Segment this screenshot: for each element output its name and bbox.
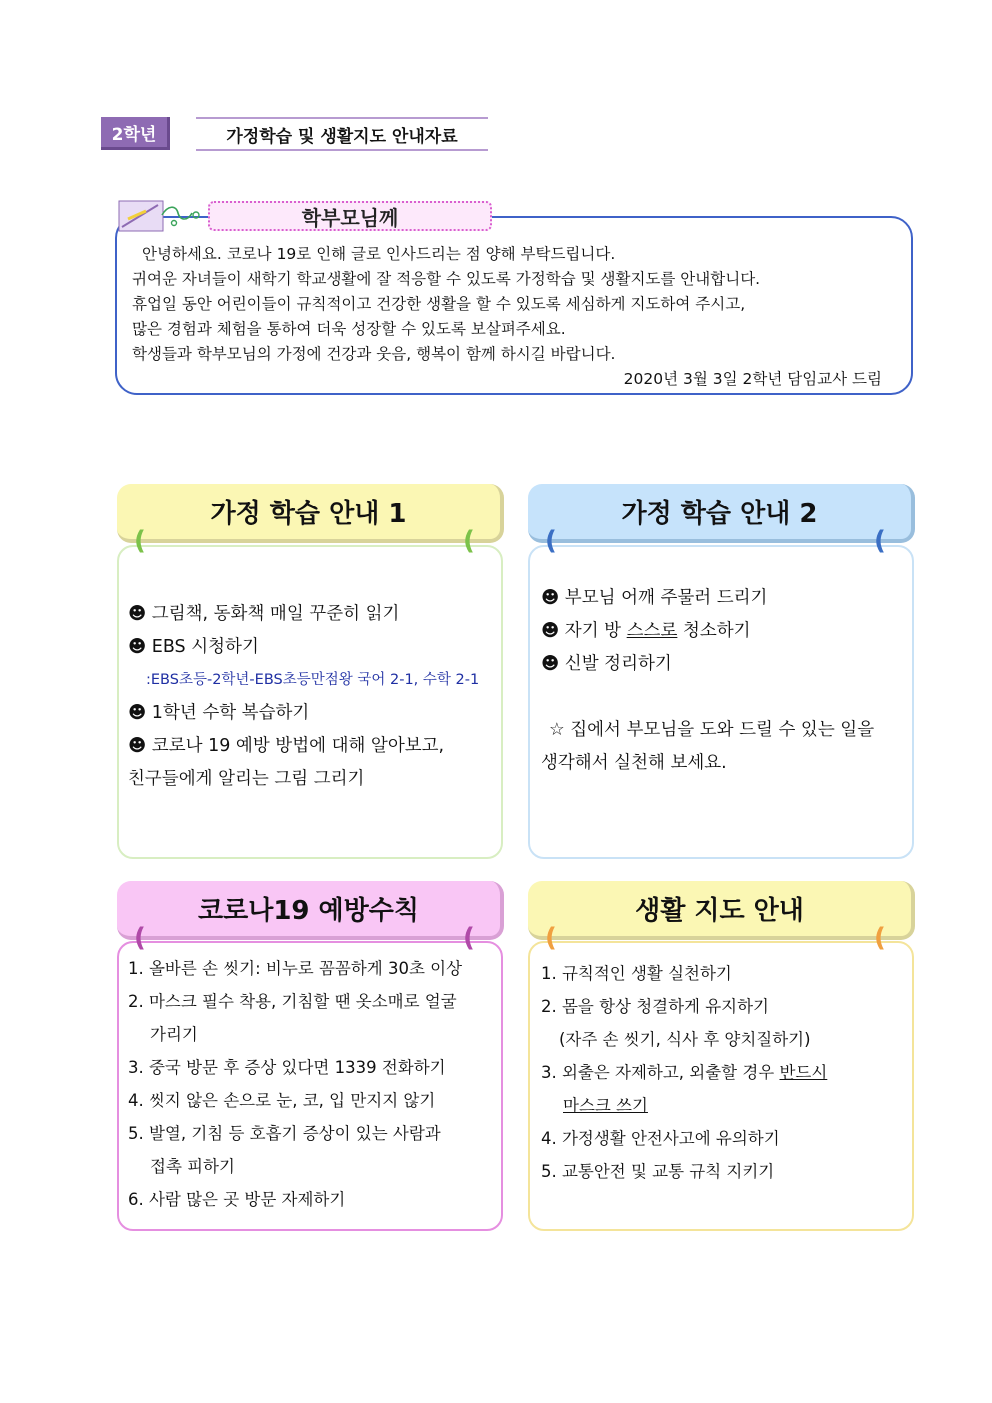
list-item	[541, 615, 874, 648]
list-item-text: ☻ 자기 방	[541, 621, 627, 641]
list-item: ☻ 신발 정리하기	[541, 654, 672, 674]
letter-line: 안녕하세요. 코로나 19로 인해 글로 인사드리는 점 양해 부탁드립니다.	[142, 245, 616, 263]
ring-icon: (	[545, 923, 557, 953]
pencil-note-icon	[118, 199, 202, 233]
ebs-course-note: :EBS초등-2학년-EBS초등만점왕 국어 2-1, 수학 2-1	[146, 672, 480, 688]
list-item-continued	[541, 1089, 827, 1122]
letter-line: 많은 경험과 체험을 통하여 더욱 성장할 수 있도록 보살펴주세요.	[132, 320, 566, 338]
corona-prevention-title: 코로나19 예방수칙	[117, 881, 504, 940]
tip-line: ☆ 집에서 부모님을 도와 드릴 수 있는 일을	[549, 720, 875, 740]
list-item: 친구들에게 알리는 그림 그리기	[128, 769, 365, 789]
list-item: 6. 사람 많은 곳 방문 자제하기	[128, 1190, 346, 1209]
letter-line: 학생들과 학부모님의 가정에 건강과 웃음, 행복이 함께 하시길 바랍니다.	[132, 345, 616, 363]
underlined-word: 스스로	[626, 621, 678, 641]
ring-icon: (	[134, 923, 146, 953]
list-item: 3. 중국 방문 후 증상 있다면 1339 전화하기	[128, 1058, 446, 1077]
list-item-continued: 가리기	[150, 1025, 198, 1044]
spacer	[541, 681, 874, 714]
underlined-phrase: 마스크 쓰기	[563, 1096, 648, 1115]
tip-line: 생각해서 실천해 보세요.	[541, 753, 727, 773]
letter-heading: 학부모님께	[208, 201, 492, 231]
list-item: ☻ EBS 시청하기	[128, 637, 259, 657]
corona-prevention-list	[128, 952, 462, 1216]
list-item: 5. 발열, 기침 등 호흡기 증상이 있는 사람과	[128, 1124, 441, 1143]
home-study-2-title: 가정 학습 안내 2	[528, 484, 915, 543]
letter-signature: 2020년 3월 3일 2학년 담임교사 드림	[623, 370, 882, 388]
life-guidance-title: 생활 지도 안내	[528, 881, 915, 940]
ring-icon: (	[545, 526, 557, 556]
list-item: ☻ 부모님 어깨 주물러 드리기	[541, 588, 768, 608]
underlined-word: 반드시	[779, 1063, 828, 1082]
list-item-text: 3. 외출은 자제하고, 외출할 경우	[541, 1063, 780, 1082]
ring-icon: (	[463, 526, 475, 556]
home-study-1-list	[128, 598, 479, 796]
list-item-continued: (자주 손 씻기, 식사 후 양치질하기)	[559, 1030, 811, 1049]
list-item: ☻ 그림책, 동화책 매일 꾸준히 읽기	[128, 604, 400, 624]
list-item: 4. 씻지 않은 손으로 눈, 코, 입 만지지 않기	[128, 1091, 436, 1110]
list-item: 2. 몸을 항상 청결하게 유지하기	[541, 997, 769, 1016]
life-guidance-list	[541, 957, 827, 1188]
letter-line: 휴업일 동안 어린이들이 규칙적이고 건강한 생활을 할 수 있도록 세심하게 지도하여 주시고,	[132, 295, 746, 313]
ring-icon: (	[874, 526, 886, 556]
ring-icon: (	[134, 526, 146, 556]
list-item: ☻ 1학년 수학 복습하기	[128, 703, 310, 723]
grade-badge: 2학년	[101, 117, 170, 150]
list-item: 1. 올바른 손 씻기: 비누로 꼼꼼하게 30초 이상	[128, 959, 463, 978]
list-item	[541, 1056, 827, 1089]
list-item-continued: 접촉 피하기	[150, 1157, 235, 1176]
list-item: 4. 가정생활 안전사고에 유의하기	[541, 1129, 780, 1148]
list-item: ☻ 코로나 19 예방 방법에 대해 알아보고,	[128, 736, 445, 756]
letter-body	[132, 242, 892, 392]
list-item: 2. 마스크 필수 착용, 기침할 땐 옷소매로 얼굴	[128, 992, 457, 1011]
home-study-2-list	[541, 582, 874, 780]
document-title: 가정학습 및 생활지도 안내자료	[196, 117, 488, 151]
list-item: 5. 교통안전 및 교통 규칙 지키기	[541, 1162, 775, 1181]
list-item-text: 청소하기	[677, 621, 751, 641]
list-item: 1. 규칙적인 생활 실천하기	[541, 964, 732, 983]
letter-line: 귀여운 자녀들이 새학기 학교생활에 잘 적응할 수 있도록 가정학습 및 생활지도를 안내합니다.	[132, 270, 761, 288]
ring-icon: (	[463, 923, 475, 953]
ring-icon: (	[874, 923, 886, 953]
home-study-1-title: 가정 학습 안내 1	[117, 484, 504, 543]
